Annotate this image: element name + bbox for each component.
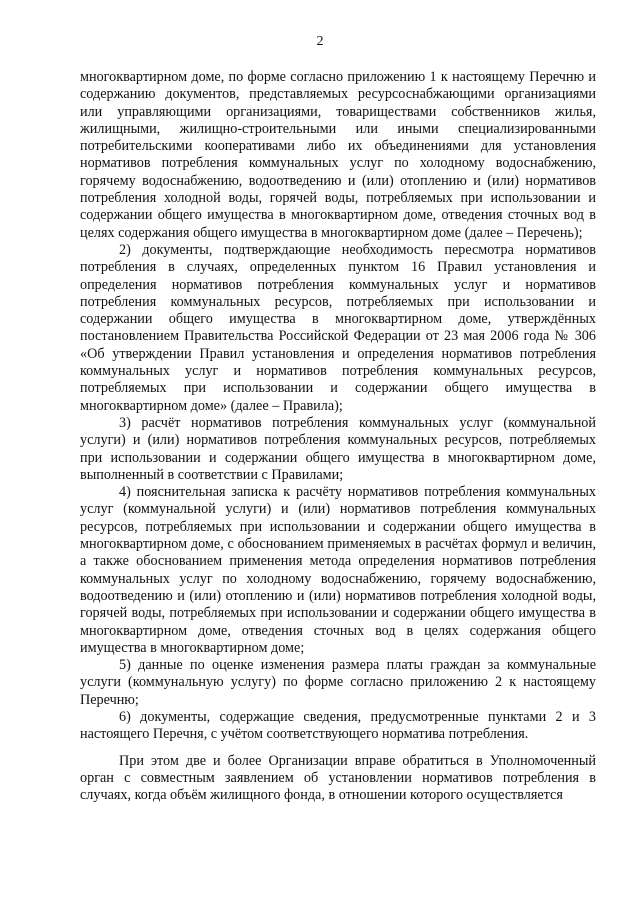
document-body xyxy=(80,69,596,804)
paragraph-joint-application: При этом две и более Организации вправе обратиться в Уполномоченный орган с совместным заявлением об установлении нормативов потребления в случаях, когда объём жилищного фонда, в отношении которого осуществляется xyxy=(80,752,596,804)
paragraph-item-5: 5) данные по оценке изменения размера платы граждан за коммунальные услуги (коммунальную услугу) по форме согласно приложению 2 к настоящему Перечню; xyxy=(80,657,596,708)
paragraph-continuation: многоквартирном доме, по форме согласно приложению 1 к настоящему Перечню и содержанию документов, представляемых ресурсоснабжающими организациями или управляющими организациями, товариществами собственников жилья, жилищными, жилищно-строительными или иными специализированными потребительскими кооперативами либо их объединениями для установления нормативов потребления коммунальных услуг по холодному водоснабжению, горячему водоснабжению, водоотведению и (или) отоплению и (или) нормативов потребления холодной воды, горячей воды, потребляемых при использовании и содержании общего имущества в многоквартирном доме, отведения сточных вод в целях содержания общего имущества в многоквартирном доме (далее – Перечень); xyxy=(80,69,596,241)
page-number: 2 xyxy=(316,34,324,49)
paragraph-item-6: 6) документы, содержащие сведения, предусмотренные пунктами 2 и 3 настоящего Перечня, с учётом соответствующего норматива потребления. xyxy=(80,708,596,743)
paragraph-item-2: 2) документы, подтверждающие необходимость пересмотра нормативов потребления в случаях, определенных пунктом 16 Правил установления и определения нормативов потребления коммунальных услуг и нормативов потребления коммунальных ресурсов, потребляемых при использовании и содержании общего имущества в многоквартирном доме, утверждённых постановлением Правительства Российской Федерации от 23 мая 2006 года № 306 «Об утверждении Правил установления и определения нормативов потребления коммунальных услуг и нормативов потребления коммунальных ресурсов, потребляемых при использовании и содержании общего имущества в многоквартирном доме» (далее – Правила); xyxy=(80,241,596,414)
paragraph-item-3: 3) расчёт нормативов потребления коммунальных услуг (коммунальной услуги) и (или) нормативов потребления коммунальных ресурсов, потребляемых при использовании и содержании общего имущества в многоквартирном доме, выполненный в соответствии с Правилами; xyxy=(80,414,596,483)
paragraph-item-4: 4) пояснительная записка к расчёту нормативов потребления коммунальных услуг (коммунальной услуги) и (или) нормативов потребления коммунальных ресурсов, потребляемых при использовании и содержании общего имущества в многоквартирном доме, с обоснованием применяемых в расчётах формул и величин, а также обоснованием применения метода определения нормативов потребления коммунальных услуг по холодному водоснабжению, горячему водоснабжению, водоотведению и (или) отоплению и (или) нормативов потребления холодной воды, горячей воды, потребляемых при использовании и содержании общего имущества в многоквартирном доме, отведения сточных вод в целях содержания общего имущества в многоквартирном доме; xyxy=(80,484,596,656)
